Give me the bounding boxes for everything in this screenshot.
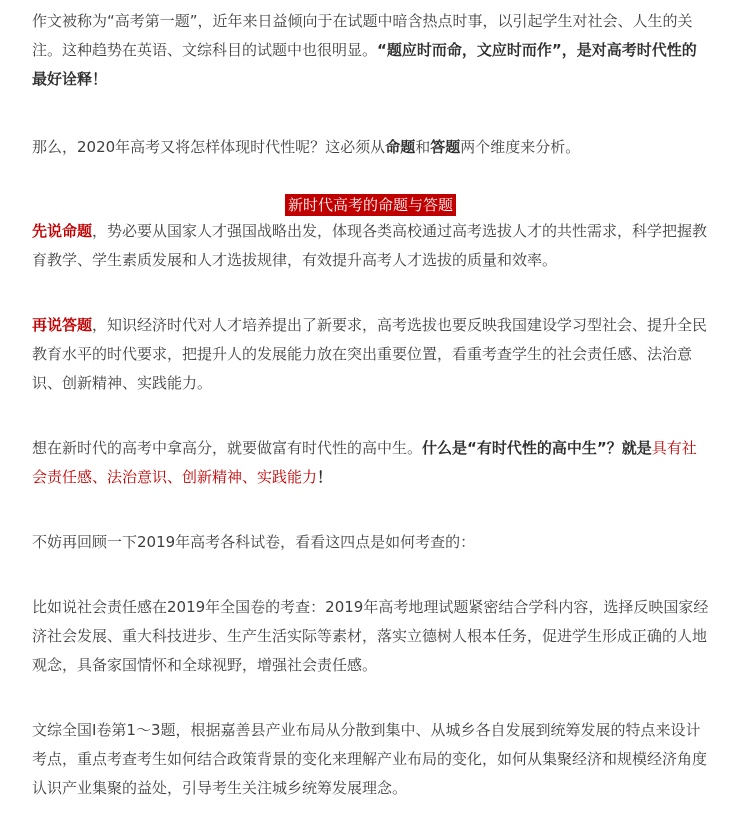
social-responsibility-paragraph: 比如说社会责任感在2019年全国卷的考查：2019年高考地理试题紧密结合学科内容，选择反映国家经济社会发展、重大科技进步、生产生活实际等素材，落实立德树人根本任务，促进学生形成正确的人地观念，具备家国情怀和全球视野，增强社会责任感。 <box>32 598 709 674</box>
high-score-text-a: 想在新时代的高考中拿高分，就要做富有时代性的高中生。 <box>32 439 423 457</box>
intro-paragraph <box>32 0 709 94</box>
dati-lead: 再说答题 <box>32 316 93 334</box>
question-text-c: 和 <box>415 138 431 156</box>
section-heading: 新时代高考的命题与答题 <box>285 194 456 216</box>
dati-text: ，知识经济时代对人才培养提出了新要求，高考选拔也要反映我国建设学习型社会、提升全民教育水平的时代要求，把提升人的发展能力放在突出重要位置，看重考查学生的社会责任感、法治意识、创新精神、实践能力。 <box>32 316 708 392</box>
question-paragraph <box>32 133 709 162</box>
mingti-text: ，势必要从国家人才强国战略出发，体现各类高校通过高考选拔人才的共性需求，科学把握教育教学、学生素质发展和人才选拔规律，有效提升高考人才选拔的质量和效率。 <box>32 222 708 269</box>
mingti-paragraph <box>32 217 709 275</box>
mingti-lead: 先说命题 <box>32 222 93 240</box>
section-heading-wrap <box>32 193 709 217</box>
dati-paragraph <box>32 311 709 398</box>
high-score-paragraph <box>32 434 709 492</box>
intro-text: 作文被称为“高考第一题”，近年来日益倾向于在试题中暗含热点时事，以引起学生对社会、人生的关注。这种趋势在英语、文综科目的试题中也很明显。 <box>32 12 693 59</box>
question-text-a: 那么，2020年高考又将怎样体现时代性呢？这必须从 <box>32 138 386 156</box>
high-score-exclaim: ！ <box>317 468 333 486</box>
wenzong-paragraph: 文综全国Ⅰ卷第1～3题，根据嘉善县产业布局从分散到集中、从城乡各自发展到统筹发展的特点来设计考点，重点考查考生如何结合政策背景的变化来理解产业布局的变化，如何从集聚经济和规模经济角度认识产业集聚的益处，引导考生关注城乡统筹发展理念。 <box>32 721 708 797</box>
keyword-mingti: 命题 <box>385 138 416 156</box>
keyword-dati: 答题 <box>430 138 461 156</box>
review-paragraph: 不妨再回顾一下2019年高考各科试卷，看看这四点是如何考查的： <box>32 533 476 551</box>
intro-bold-quote: “题应时而命，文应时而作”，是对高考时代性的最好诠释！ <box>32 41 697 88</box>
high-score-red-qualities: 具有社会责任感、法治意识、创新精神、实践能力 <box>32 439 697 486</box>
high-score-bold: 什么是“有时代性的高中生”？就是 <box>422 439 652 457</box>
question-text-e: 两个维度来分析。 <box>460 138 581 156</box>
